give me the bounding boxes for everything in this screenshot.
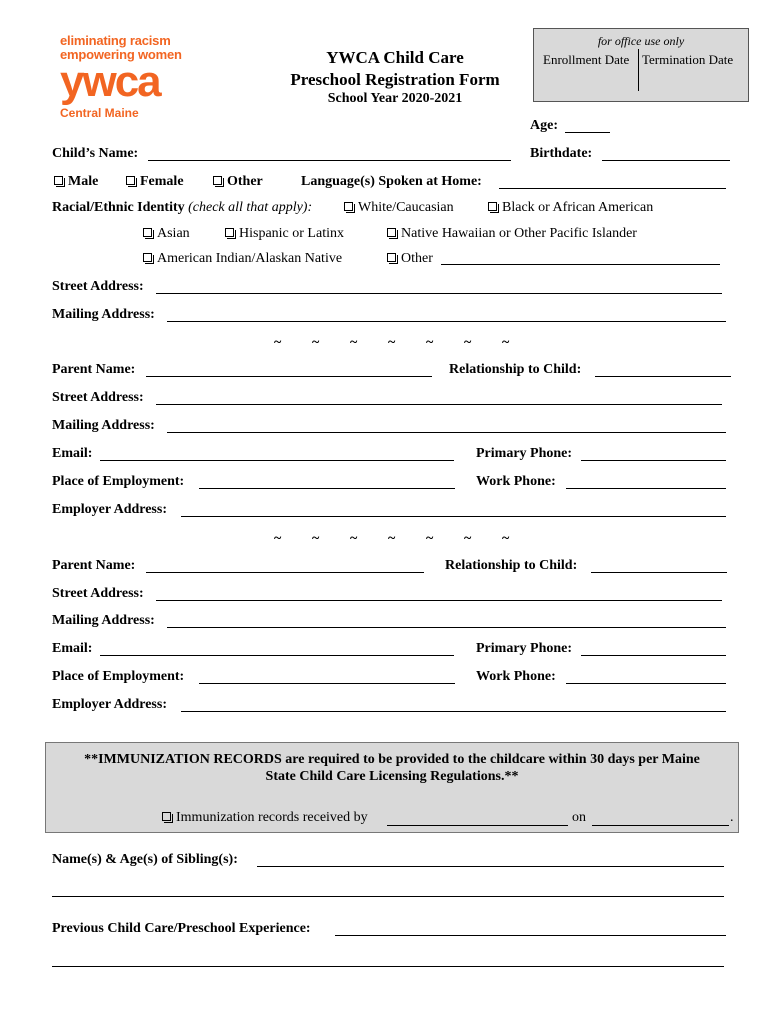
child-mailing-label: Mailing Address:: [52, 307, 155, 322]
immunization-notice-line-2: State Child Care Licensing Regulations.**: [265, 769, 519, 784]
parent1-street-field[interactable]: [156, 404, 722, 405]
birthdate-field[interactable]: [602, 160, 730, 161]
immunization-date-field[interactable]: [592, 825, 729, 826]
race-white-option[interactable]: White/Caucasian: [344, 200, 454, 216]
parent1-relationship-label: Relationship to Child:: [449, 362, 582, 377]
checkbox-icon[interactable]: [162, 812, 171, 821]
parent1-primary-phone-field[interactable]: [581, 460, 726, 461]
race-hispanic-option[interactable]: Hispanic or Latinx: [225, 226, 344, 242]
form-subtitle: Preschool Registration Form: [290, 70, 500, 89]
parent1-primary-phone-label: Primary Phone:: [476, 446, 573, 461]
race-pacific-islander-option[interactable]: Native Hawaiian or Other Pacific Islander: [387, 226, 637, 242]
parent2-relationship-field[interactable]: [591, 572, 727, 573]
previous-experience-field-continued[interactable]: [52, 966, 724, 967]
child-name-label: Child’s Name:: [52, 146, 139, 161]
checkbox-icon[interactable]: [143, 253, 152, 262]
parent1-email-field[interactable]: [100, 460, 454, 461]
parent2-email-label: Email:: [52, 641, 93, 656]
parent2-work-phone-field[interactable]: [566, 683, 726, 684]
gender-other-option[interactable]: Other: [213, 174, 263, 190]
immunization-on-label: on: [572, 810, 586, 825]
child-name-field[interactable]: [148, 160, 511, 161]
parent2-mailing-field[interactable]: [167, 627, 726, 628]
previous-experience-label: Previous Child Care/Preschool Experience:: [52, 921, 311, 936]
logo-location: Central Maine: [60, 106, 139, 120]
child-street-label: Street Address:: [52, 279, 144, 294]
parent1-street-label: Street Address:: [52, 390, 144, 405]
form-title: YWCA Child Care: [326, 48, 464, 67]
age-field[interactable]: [565, 132, 610, 133]
office-divider: [638, 49, 639, 91]
race-asian-option[interactable]: Asian: [143, 226, 190, 242]
checkbox-icon[interactable]: [143, 228, 152, 237]
parent2-employment-field[interactable]: [199, 683, 455, 684]
parent1-email-label: Email:: [52, 446, 93, 461]
logo-wordmark: ywca: [60, 57, 160, 106]
age-label: Age:: [530, 118, 558, 133]
race-american-indian-option[interactable]: American Indian/Alaskan Native: [143, 251, 342, 267]
parent2-employment-label: Place of Employment:: [52, 669, 185, 684]
logo-tagline-1: eliminating racism: [60, 33, 171, 48]
race-black-option[interactable]: Black or African American: [488, 200, 653, 216]
siblings-field-continued[interactable]: [52, 896, 724, 897]
parent2-primary-phone-field[interactable]: [581, 655, 726, 656]
immunization-end-period: .: [730, 810, 734, 825]
checkbox-icon[interactable]: [387, 253, 396, 262]
previous-experience-field[interactable]: [335, 935, 726, 936]
office-use-note: for office use only: [597, 34, 685, 48]
race-other-option[interactable]: Other: [387, 251, 433, 267]
parent2-work-phone-label: Work Phone:: [476, 669, 556, 684]
office-use-box: [533, 28, 749, 102]
child-street-field[interactable]: [156, 293, 722, 294]
immunization-notice-line-1: **IMMUNIZATION RECORDS are required to be provided to the childcare within 30 days per Maine: [84, 752, 700, 767]
school-year: School Year 2020-2021: [327, 91, 463, 106]
checkbox-icon[interactable]: [225, 228, 234, 237]
checkbox-icon[interactable]: [387, 228, 396, 237]
parent1-employer-address-field[interactable]: [181, 516, 726, 517]
immunization-received-by-field[interactable]: [387, 825, 568, 826]
ywca-logo: [60, 34, 210, 120]
race-other-field[interactable]: [441, 264, 720, 265]
parent2-name-label: Parent Name:: [52, 558, 136, 573]
parent1-relationship-field[interactable]: [595, 376, 731, 377]
parent2-street-field[interactable]: [156, 600, 722, 601]
language-field[interactable]: [499, 188, 726, 189]
siblings-field[interactable]: [257, 866, 724, 867]
gender-male-option[interactable]: Male: [54, 174, 98, 190]
immunization-notice-box: [45, 742, 739, 833]
parent2-email-field[interactable]: [100, 655, 454, 656]
immunization-received-option[interactable]: Immunization records received by: [162, 810, 368, 826]
parent2-employer-address-label: Employer Address:: [52, 697, 167, 712]
checkbox-icon[interactable]: [54, 176, 63, 185]
enrollment-date-label: Enrollment Date: [543, 52, 630, 67]
checkbox-icon[interactable]: [126, 176, 135, 185]
checkbox-icon[interactable]: [488, 202, 497, 211]
parent2-street-label: Street Address:: [52, 586, 144, 601]
parent1-employer-address-label: Employer Address:: [52, 502, 167, 517]
birthdate-label: Birthdate:: [530, 146, 593, 161]
parent1-mailing-label: Mailing Address:: [52, 418, 155, 433]
checkbox-icon[interactable]: [344, 202, 353, 211]
parent2-name-field[interactable]: [146, 572, 424, 573]
parent2-relationship-label: Relationship to Child:: [445, 558, 578, 573]
child-mailing-field[interactable]: [167, 321, 726, 322]
gender-female-option[interactable]: Female: [126, 174, 184, 190]
language-label: Language(s) Spoken at Home:: [301, 174, 482, 189]
parent2-primary-phone-label: Primary Phone:: [476, 641, 573, 656]
parent1-employment-label: Place of Employment:: [52, 474, 185, 489]
parent1-work-phone-field[interactable]: [566, 488, 726, 489]
parent2-mailing-label: Mailing Address:: [52, 613, 155, 628]
siblings-label: Name(s) & Age(s) of Sibling(s):: [52, 852, 238, 867]
parent1-employment-field[interactable]: [199, 488, 455, 489]
checkbox-icon[interactable]: [213, 176, 222, 185]
racial-identity-label: Racial/Ethnic Identity (check all that apply):: [52, 200, 313, 215]
parent1-name-label: Parent Name:: [52, 362, 136, 377]
termination-date-label: Termination Date: [642, 52, 734, 67]
logo-tagline-2: empowering women: [60, 47, 182, 62]
parent2-employer-address-field[interactable]: [181, 711, 726, 712]
parent1-work-phone-label: Work Phone:: [476, 474, 556, 489]
parent1-mailing-field[interactable]: [167, 432, 726, 433]
parent1-name-field[interactable]: [146, 376, 432, 377]
